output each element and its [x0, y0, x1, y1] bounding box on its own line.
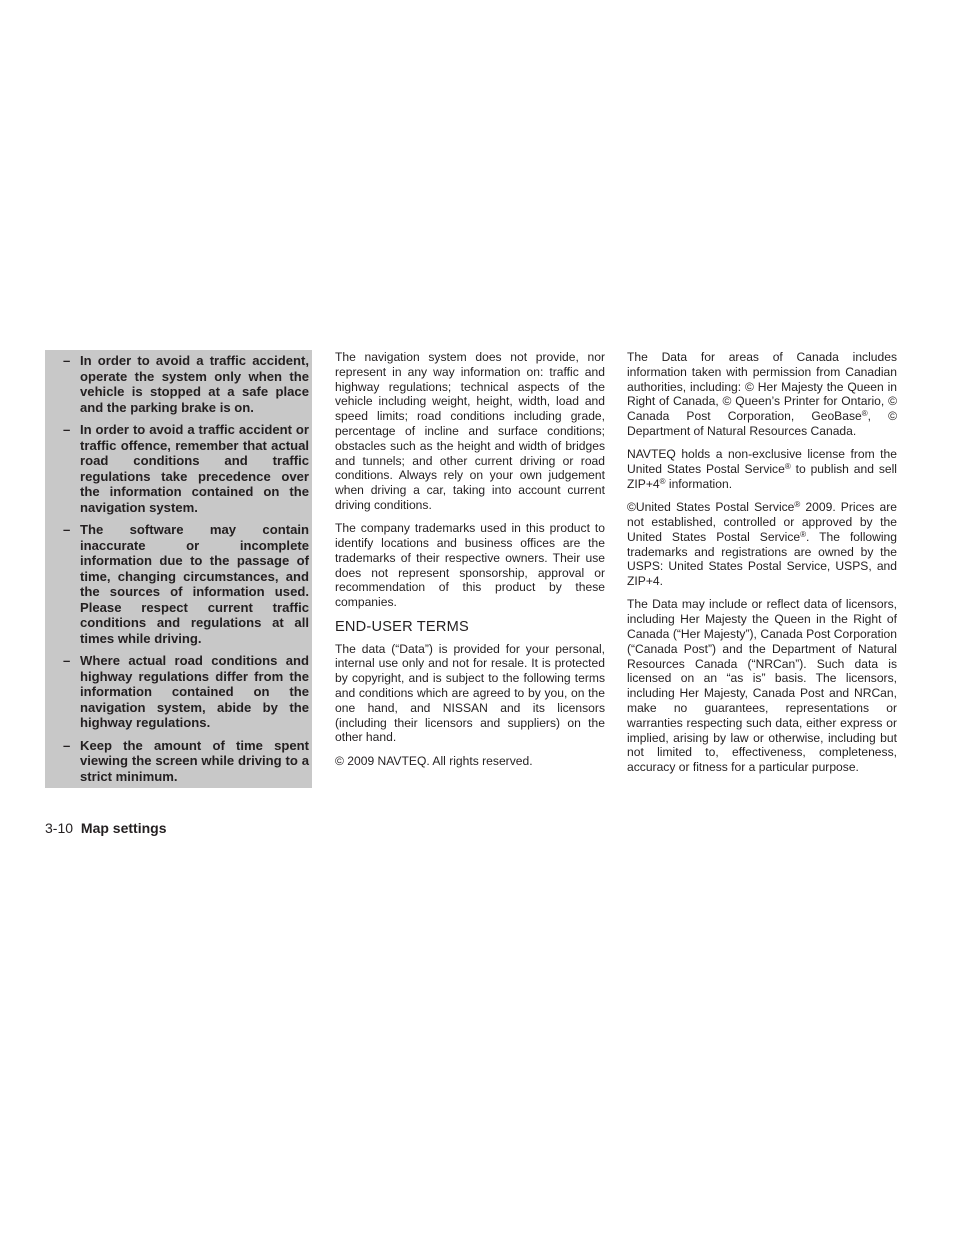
body-paragraph — [627, 500, 897, 589]
registered-mark: ® — [794, 500, 801, 510]
registered-mark: ® — [659, 476, 666, 486]
section-heading: END-USER TERMS — [335, 618, 469, 635]
text-run: The Data for areas of Canada includes information taken with permission from Canadian authorities, including: © Her Majesty the Queen in Right of Canada, © Queen’s Printer for Ontario, © Canada Post Corporation, GeoBase — [627, 350, 897, 424]
registered-mark: ® — [861, 409, 868, 419]
warning-dash: – — [63, 422, 71, 437]
body-paragraph — [627, 447, 897, 491]
warning-item — [45, 738, 309, 785]
registered-mark: ® — [800, 529, 807, 539]
warning-text: The software may contain inaccurate or incomplete information due to the passage of time, changing circumstances, and the sources of information used. Please respect current traffic conditions and regulations at all times while driving. — [80, 522, 309, 646]
warning-text: In order to avoid a traffic accident, operate the system only when the vehicle is stopped at a safe place and the parking brake is on. — [80, 353, 309, 415]
body-paragraph — [627, 350, 897, 439]
warning-text: Keep the amount of time spent viewing the screen while driving to a strict minimum. — [80, 737, 309, 784]
registered-mark: ® — [784, 462, 791, 472]
text-run: ©United States Postal Service — [627, 500, 795, 515]
warning-item — [45, 353, 309, 415]
right-column — [627, 350, 897, 784]
warning-dash: – — [63, 653, 71, 668]
warning-item — [45, 422, 309, 515]
text-run: NAVTEQ holds a non-exclusive license from the United States Postal Service — [627, 447, 897, 477]
copyright-notice: © 2009 NAVTEQ. All rights reserved. — [335, 753, 533, 768]
body-paragraph: The data (“Data”) is provided for your personal, internal use only and not for resale. It is protected by copyright, and is subject to the following terms and conditions which are agreed to by you, on the one hand, and NISSAN and its licensors (including their licensors and suppliers) on the other hand. — [335, 641, 605, 745]
section-title: Map settings — [80, 820, 167, 836]
page-number: 3-10 — [45, 820, 74, 836]
warning-item — [45, 522, 309, 646]
page-footer — [45, 820, 167, 836]
text-run: to publish and sell ZIP+4 — [627, 462, 897, 491]
text-run: information. — [665, 476, 733, 491]
warning-text: In order to avoid a traffic accident or traffic offence, remember that actual road conditions and traffic regulations take precedence over the information contained on the navigation system. — [80, 422, 309, 515]
warning-item — [45, 653, 309, 731]
body-paragraph: The Data may include or reflect data of licensors, including Her Majesty the Queen in the Right of Canada (“Her Majesty”), Canada Post Corporation (“Canada Post”) and the Department of Natural Resources Canada (“NRCan”). Such data is licensed on an “as is” basis. The licensors, including Her Majesty, Canada Post and NRCan, make no guarantees, representations or warranties respecting such data, either express or implied, arising by law or otherwise, including but not limited to, effectiveness, completeness, accuracy or fitness for a particular purpose. — [627, 597, 897, 775]
warning-dash: – — [63, 522, 71, 537]
text-run: 2009. Prices are not established, controlled or approved by the United States Postal Service — [627, 500, 897, 544]
middle-column — [335, 350, 605, 777]
warning-dash: – — [63, 737, 71, 753]
warning-dash: – — [63, 353, 71, 368]
body-paragraph: The company trademarks used in this product to identify locations and business offices are the trademarks of their respective owners. Their use does not represent sponsorship, approval or recommendation of this product by these companies. — [335, 521, 605, 610]
warning-text: Where actual road conditions and highway regulations differ from the information contained on the navigation system, abide by the highway regulations. — [80, 653, 309, 730]
warning-box — [45, 350, 312, 788]
text-run: , © Department of Natural Resources Canada. — [627, 409, 897, 438]
text-run: . The following trademarks and registrations are owned by the USPS: United States Postal Service, USPS, and ZIP+4. — [627, 529, 897, 589]
body-paragraph: The navigation system does not provide, nor represent in any way information on: traffic and highway regulations; technical aspects of the vehicle including weight, height, width, load and speed limits; road conditions including grade, percentage of incline and surface conditions; obstacles such as the height and width of bridges and tunnels; and other current driving or road conditions. Always rely on your own judgement when driving a car, taking into account current driving conditions. — [335, 350, 605, 512]
